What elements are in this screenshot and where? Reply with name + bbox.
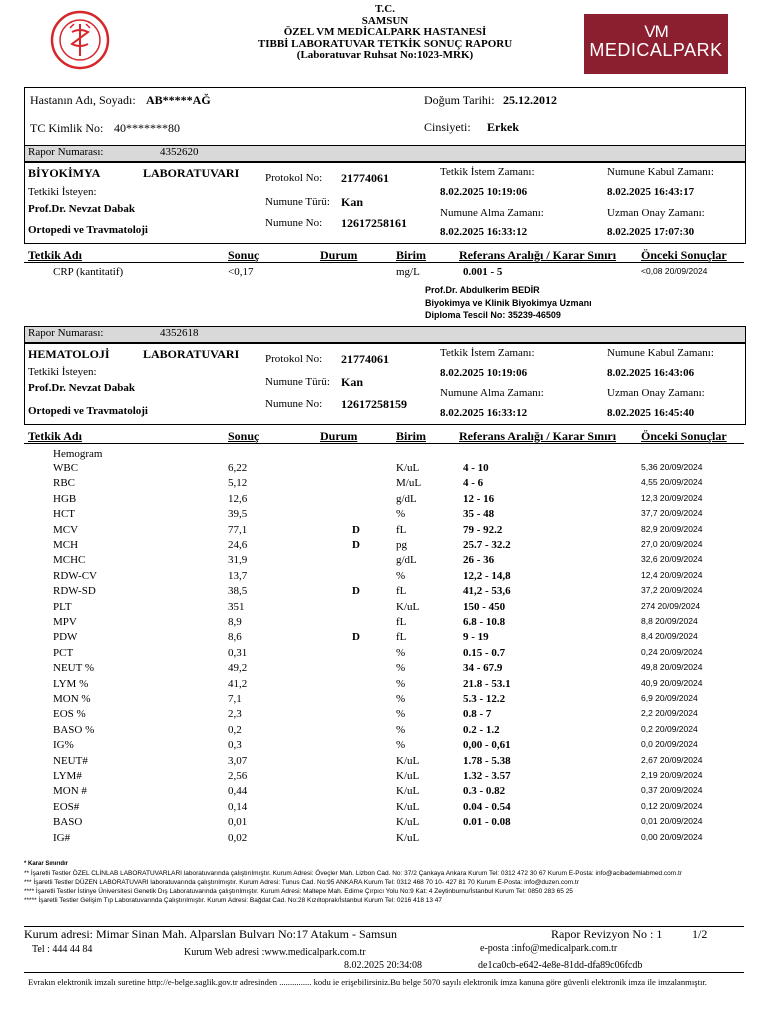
- test-result: 38,5: [228, 585, 248, 598]
- table-row: [0, 724, 768, 739]
- test-result: 2,3: [228, 708, 242, 721]
- hema-lab-word: LABORATUVARI: [143, 347, 240, 361]
- col-unit: Birim: [396, 248, 426, 262]
- table-row: [0, 739, 768, 754]
- hema-collect-time-label: Numune Alma Zamanı:: [440, 387, 544, 399]
- test-reference: 0.8 - 7: [463, 708, 492, 721]
- bio-accept-time-label: Numune Kabul Zamanı:: [607, 166, 714, 178]
- tc-label: TC Kimlik No:: [30, 121, 104, 135]
- test-reference: 34 - 67.9: [463, 662, 503, 675]
- col-result: Sonuç: [228, 248, 260, 262]
- test-reference: 21.8 - 53.1: [463, 677, 511, 690]
- test-unit: K/uL: [396, 816, 420, 829]
- dob-value: 25.12.2012: [503, 93, 557, 107]
- test-name: BASO %: [53, 723, 95, 736]
- test-unit: %: [396, 708, 406, 721]
- hema-request-time-value: 8.02.2025 10:19:06: [440, 367, 528, 379]
- table-row: [0, 570, 768, 585]
- test-previous: 0,12 20/09/2024: [641, 800, 703, 811]
- test-result: 2,56: [228, 770, 248, 782]
- table-row: [0, 631, 768, 646]
- test-result: 5,12: [228, 477, 248, 490]
- col-status: Durum: [320, 248, 358, 262]
- hema-report-number-value: 4352618: [160, 327, 199, 339]
- table-row: [0, 816, 768, 831]
- test-unit: g/dL: [396, 492, 417, 505]
- footer-page-number: 1/2: [692, 927, 708, 941]
- test-status: D: [352, 539, 360, 551]
- test-result: 0,31: [228, 646, 248, 659]
- table-row: [0, 678, 768, 693]
- bio-sample-no-label: Numune No:: [265, 217, 323, 229]
- test-name: CRP (kantitatif): [53, 266, 124, 278]
- test-unit: mg/L: [396, 266, 420, 278]
- test-status: D: [352, 585, 360, 598]
- bio-signature-block: [425, 284, 592, 322]
- test-name: HCT: [53, 508, 75, 521]
- test-previous: 2,67 20/09/2024: [641, 754, 703, 765]
- col-previous: Önceki Sonuçlar: [641, 429, 727, 443]
- footnotes: [24, 860, 748, 905]
- test-unit: K/uL: [396, 800, 420, 813]
- col-previous: Önceki Sonuçlar: [641, 248, 727, 262]
- test-result: 8,9: [228, 616, 242, 628]
- test-reference: 1.78 - 5.38: [463, 754, 511, 767]
- test-reference: 12 - 16: [463, 492, 495, 505]
- header-line-license: (Laboratuvar Ruhsat No:1023-MRK): [296, 49, 474, 61]
- test-name: HGB: [53, 492, 77, 505]
- test-reference: 0.01 - 0.08: [463, 816, 511, 829]
- hema-protocol-value: 21774061: [341, 352, 389, 366]
- test-previous: 82,9 20/09/2024: [641, 523, 703, 534]
- bio-request-time-label: Tetkik İstem Zamanı:: [440, 166, 535, 178]
- test-reference: 6.8 - 10.8: [463, 616, 506, 628]
- hema-report-number-label: Rapor Numarası:: [28, 327, 104, 339]
- test-result: 41,2: [228, 677, 248, 690]
- test-unit: %: [396, 739, 406, 752]
- hema-approve-time-label: Uzman Onay Zamanı:: [607, 387, 705, 399]
- col-reference: Referans Aralığı / Karar Sınırı: [459, 248, 617, 262]
- footer-web[interactable]: Kurum Web adresi :www.medicalpark.com.tr: [184, 947, 366, 958]
- hema-request-time-label: Tetkik İstem Zamanı:: [440, 347, 535, 359]
- table-row: [0, 708, 768, 723]
- test-result: 0,2: [228, 723, 242, 736]
- test-name: MPV: [53, 616, 77, 628]
- test-name: LYM %: [53, 677, 89, 690]
- test-reference: 35 - 48: [463, 508, 495, 521]
- bio-lab-name: BİYOKİMYA: [28, 166, 101, 180]
- gender-label: Cinsiyeti:: [424, 120, 471, 134]
- col-status: Durum: [320, 429, 358, 443]
- footer-tel: Tel : 444 44 84: [32, 944, 93, 955]
- bio-request-time-value: 8.02.2025 10:19:06: [440, 186, 528, 198]
- test-previous: 0,24 20/09/2024: [641, 646, 703, 657]
- table-row: [0, 662, 768, 677]
- test-unit: fL: [396, 616, 407, 628]
- hema-department: Ortopedi ve Travmatoloji: [28, 405, 148, 417]
- footer-address: Kurum adresi: Mimar Sinan Mah. Alparslan Bulvarı No:17 Atakum - Samsun: [24, 927, 397, 941]
- hema-header-divider: [24, 443, 744, 444]
- test-reference: 0.001 - 5: [463, 266, 503, 278]
- test-unit: K/uL: [396, 831, 420, 844]
- signature-name: Prof.Dr. Abdulkerim BEDİR: [425, 285, 540, 295]
- test-name: RDW-SD: [53, 585, 96, 598]
- header-line-report-title: TIBBİ LABORATUVAR TETKİK SONUÇ RAPORU: [257, 37, 513, 50]
- footnote: ***** İşaretli Testler Gelişim Tıp Laboratuvarında Çalıştırılmıştır. Kurum Adresi: Bağdat Cad. No:28 Kızıltoprak/İstanbul Kurum Tel: 0216 418 13 47: [24, 897, 443, 904]
- bio-sample-type-label: Numune Türü:: [265, 196, 330, 208]
- table-row: [0, 693, 768, 708]
- footnote: * Karar Sınırıdır: [24, 861, 69, 867]
- footnote: ** İşaretli Testler ÖZEL CLİNLAB LABORATUVARLARI laboratuvarında çalıştırılmıştır. Kurum Adresi: Öveçler Mah. Lizbon Cad. No: 37/2 Çankaya Ankara Kurum Tel: 0312 472 30 67 Kurum E-Posta: info@acibademlabmed.com.tr: [24, 870, 682, 877]
- bio-header-divider: [24, 262, 744, 263]
- bio-doctor: Prof.Dr. Nevzat Dabak: [28, 203, 135, 215]
- bio-approve-time-label: Uzman Onay Zamanı:: [607, 207, 705, 219]
- hema-collect-time-value: 8.02.2025 16:33:12: [440, 407, 528, 419]
- table-row: [0, 785, 768, 800]
- test-unit: %: [396, 569, 406, 582]
- test-reference: 26 - 36: [463, 554, 495, 567]
- test-previous: 5,36 20/09/2024: [641, 462, 703, 472]
- hema-doctor: Prof.Dr. Nevzat Dabak: [28, 382, 135, 394]
- test-name: MCH: [53, 539, 79, 551]
- test-previous: 0,00 20/09/2024: [641, 831, 703, 842]
- hema-sample-no-label: Numune No:: [265, 398, 323, 410]
- test-reference: 1.32 - 3.57: [463, 770, 511, 782]
- test-unit: fL: [396, 585, 407, 598]
- test-unit: fL: [396, 631, 407, 644]
- test-previous: 0,01 20/09/2024: [641, 816, 703, 827]
- table-row: [0, 647, 768, 662]
- test-reference: 5.3 - 12.2: [463, 693, 506, 705]
- test-result: 7,1: [228, 693, 242, 705]
- table-row: [0, 554, 768, 569]
- table-row: [0, 508, 768, 523]
- bio-accept-time-value: 8.02.2025 16:43:17: [607, 186, 695, 198]
- header-line-hospital: ÖZEL VM MEDİCALPARK HASTANESİ: [283, 26, 487, 38]
- logo-vm-text: VM: [644, 22, 668, 41]
- bio-protocol-label: Protokol No:: [265, 172, 323, 184]
- test-previous: 27,0 20/09/2024: [641, 539, 703, 549]
- col-test-name: Tetkik Adı: [28, 248, 82, 262]
- test-name: RBC: [53, 477, 76, 490]
- hema-lab-name: HEMATOLOJİ: [28, 347, 110, 361]
- test-name: EOS#: [53, 800, 80, 813]
- test-unit: %: [396, 693, 406, 705]
- hema-accept-time-label: Numune Kabul Zamanı:: [607, 347, 714, 359]
- test-result: 49,2: [228, 662, 248, 675]
- test-status: D: [352, 631, 360, 644]
- test-name: PLT: [53, 600, 72, 613]
- test-unit: %: [396, 646, 406, 659]
- header-line-tc: T.C.: [375, 3, 395, 15]
- test-result: 0,02: [228, 831, 248, 844]
- test-previous: 12,4 20/09/2024: [641, 569, 703, 580]
- bio-report-number-bar: [24, 145, 746, 162]
- hema-requester-label: Tetkiki İsteyen:: [28, 366, 97, 378]
- test-status: D: [352, 523, 360, 536]
- test-unit: fL: [396, 523, 407, 536]
- test-reference: 25.7 - 32.2: [463, 539, 511, 551]
- test-reference: 0.15 - 0.7: [463, 646, 506, 659]
- test-previous: 4,55 20/09/2024: [641, 477, 703, 488]
- col-test-name: Tetkik Adı: [28, 429, 82, 443]
- test-previous: 6,9 20/09/2024: [641, 693, 698, 703]
- footer-timestamp: 8.02.2025 20:34:08: [344, 960, 423, 971]
- test-name: PCT: [53, 646, 74, 659]
- bio-report-number-label: Rapor Numarası:: [28, 146, 104, 158]
- test-previous: 40,9 20/09/2024: [641, 677, 703, 688]
- test-unit: K/uL: [396, 462, 420, 474]
- test-name: WBC: [53, 462, 79, 474]
- signature-title: Biyokimya ve Klinik Biyokimya Uzmanı: [425, 297, 592, 308]
- test-unit: %: [396, 662, 406, 675]
- test-previous: 0,0 20/09/2024: [641, 739, 698, 750]
- hema-sample-no-value: 12617258159: [341, 397, 407, 411]
- test-name: RDW-CV: [53, 569, 97, 582]
- test-result: 0,01: [228, 816, 248, 829]
- hema-sample-type-value: Kan: [341, 375, 364, 389]
- test-result: 3,07: [228, 754, 248, 767]
- hema-sample-type-label: Numune Türü:: [265, 376, 330, 388]
- test-previous: 8,4 20/09/2024: [641, 631, 698, 642]
- test-name: EOS %: [53, 708, 86, 721]
- col-reference: Referans Aralığı / Karar Sınırı: [459, 429, 617, 443]
- test-result: 13,7: [228, 569, 248, 582]
- test-reference: 79 - 92.2: [463, 523, 503, 536]
- bio-requester-label: Tetkiki İsteyen:: [28, 186, 97, 198]
- bio-collect-time-value: 8.02.2025 16:33:12: [440, 226, 528, 238]
- test-previous: 32,6 20/09/2024: [641, 554, 703, 565]
- test-result: 12,6: [228, 492, 248, 505]
- table-row: [0, 801, 768, 816]
- test-previous: 2,19 20/09/2024: [641, 770, 703, 780]
- col-result: Sonuç: [228, 429, 260, 443]
- test-name: IG#: [53, 831, 71, 844]
- hema-accept-time-value: 8.02.2025 16:43:06: [607, 367, 695, 379]
- test-name: MON #: [53, 785, 87, 798]
- test-name: LYM#: [53, 770, 82, 782]
- test-result: 39,5: [228, 508, 248, 521]
- patient-name-value: AB*****AĞ: [146, 93, 211, 107]
- medicalpark-logo: [584, 14, 728, 74]
- bio-protocol-value: 21774061: [341, 171, 389, 185]
- hema-report-number-bar: [24, 326, 746, 343]
- test-previous: <0,08 20/09/2024: [641, 266, 708, 276]
- gender-value: Erkek: [487, 120, 520, 134]
- patient-name-label: Hastanın Adı, Soyadı:: [30, 93, 136, 107]
- hema-protocol-label: Protokol No:: [265, 353, 323, 365]
- test-previous: 12,3 20/09/2024: [641, 492, 703, 503]
- test-previous: 274 20/09/2024: [641, 600, 701, 611]
- test-unit: %: [396, 677, 406, 690]
- test-result: 6,22: [228, 462, 248, 474]
- test-result: 24,6: [228, 539, 248, 551]
- test-unit: %: [396, 508, 406, 521]
- tc-value: 40*******80: [114, 121, 180, 135]
- test-unit: M/uL: [396, 477, 422, 490]
- bio-approve-time-value: 8.02.2025 17:07:30: [607, 226, 695, 238]
- footnote: **** İşaretli Testler İstinye Üniversitesi Genetik Dış Laboratuvarında çalıştırılmıştır. Kurum Adresi: Maltepe Mah. Edirne Çırpıcı Yolu No:9 Kat: 4 Zeytinburnu/İstanbul Kurum Tel: 0850 283 65 25: [24, 888, 573, 895]
- ministry-seal-icon: [50, 10, 110, 70]
- table-row: [0, 770, 768, 785]
- bio-sample-no-value: 12617258161: [341, 216, 407, 230]
- signature-diploma: Diploma Tescil No: 35239-46509: [425, 310, 561, 320]
- test-name: IG%: [53, 739, 74, 752]
- test-unit: g/dL: [396, 554, 417, 567]
- test-result: 351: [228, 600, 245, 613]
- footer-revision: Rapor Revizyon No : 1: [551, 927, 663, 941]
- report-header: [200, 4, 570, 62]
- test-name: MON %: [53, 693, 91, 705]
- test-result: 77,1: [228, 523, 248, 536]
- test-previous: 37,2 20/09/2024: [641, 585, 703, 596]
- test-name: MCHC: [53, 554, 86, 567]
- test-result: 8,6: [228, 631, 242, 644]
- test-unit: K/uL: [396, 785, 420, 798]
- test-previous: 8,8 20/09/2024: [641, 616, 698, 626]
- footer-hash: de1ca0cb-e642-4e8e-81dd-dfa89c06fcdb: [478, 960, 643, 971]
- test-reference: 0,00 - 0,61: [463, 739, 511, 752]
- test-reference: 9 - 19: [463, 631, 489, 644]
- test-unit: K/uL: [396, 770, 420, 782]
- test-previous: 0,37 20/09/2024: [641, 785, 703, 796]
- bio-report-number-value: 4352620: [160, 146, 199, 158]
- test-previous: 49,8 20/09/2024: [641, 662, 703, 673]
- table-row: [0, 616, 768, 631]
- footer-email[interactable]: e-posta :info@medicalpark.com.tr: [480, 943, 618, 954]
- test-result: 0,14: [228, 800, 248, 813]
- test-reference: 12,2 - 14,8: [463, 569, 511, 582]
- test-reference: 150 - 450: [463, 600, 506, 613]
- table-row: [0, 601, 768, 616]
- test-name: MCV: [53, 523, 79, 536]
- bio-lab-word: LABORATUVARI: [143, 166, 240, 180]
- test-previous: 0,2 20/09/2024: [641, 723, 698, 734]
- header-line-city: SAMSUN: [361, 14, 409, 27]
- test-result: 0,44: [228, 785, 248, 798]
- table-row: [0, 755, 768, 770]
- test-name: BASO: [53, 816, 83, 829]
- hemogram-group-label: Hemogram: [53, 448, 103, 460]
- footer-divider-2: [24, 972, 744, 973]
- col-unit: Birim: [396, 429, 426, 443]
- test-reference: 4 - 6: [463, 477, 484, 490]
- test-reference: 0.2 - 1.2: [463, 723, 500, 736]
- bio-department: Ortopedi ve Travmatoloji: [28, 224, 148, 236]
- test-name: PDW: [53, 631, 78, 644]
- test-result: <0,17: [228, 266, 254, 278]
- test-reference: 4 - 10: [463, 462, 489, 474]
- hema-approve-time-value: 8.02.2025 16:45:40: [607, 407, 695, 419]
- logo-medicalpark-text: MEDICALPARK: [589, 40, 723, 60]
- test-unit: pg: [396, 539, 407, 551]
- table-row: [0, 477, 768, 492]
- test-unit: K/uL: [396, 754, 420, 767]
- test-result: 0,3: [228, 739, 242, 752]
- table-row: [0, 493, 768, 508]
- table-row: [0, 539, 768, 554]
- test-name: NEUT#: [53, 754, 88, 767]
- test-reference: 41,2 - 53,6: [463, 585, 511, 598]
- footer-disclaimer: Evrakın elektronik imzalı suretine http://e-belge.saglik.gov.tr adresinden ............... kodu ie erişebilirsiniz.Bu belge 5070 sayılı elektronik imza kanuna göre güvenli elektronik imza ile imzalanmıştır.: [28, 977, 707, 987]
- table-row: [0, 585, 768, 600]
- footnote: *** İşaretli Testler DÜZEN LABORATUVARI laboratuvarında çalıştırılmıştır. Kurum Adresi: Tunus Cad. No:95 ANKARA Kurum Tel: 0312 468 70 10- 427 81 70 Kurum E-Posta: info@duzen.com.tr: [24, 879, 579, 886]
- test-reference: 0.3 - 0.82: [463, 785, 506, 798]
- dob-label: Doğum Tarihi:: [424, 93, 495, 107]
- test-previous: 37,7 20/09/2024: [641, 508, 703, 519]
- test-reference: 0.04 - 0.54: [463, 800, 511, 813]
- test-result: 31,9: [228, 554, 248, 567]
- test-unit: K/uL: [396, 600, 420, 613]
- bio-sample-type-value: Kan: [341, 195, 364, 209]
- bio-collect-time-label: Numune Alma Zamanı:: [440, 207, 544, 219]
- table-row: [0, 832, 768, 847]
- test-name: NEUT %: [53, 662, 95, 675]
- test-previous: 2,2 20/09/2024: [641, 708, 698, 719]
- table-row: [0, 462, 768, 477]
- table-row: [0, 524, 768, 539]
- table-row: [0, 266, 768, 281]
- test-unit: %: [396, 723, 406, 736]
